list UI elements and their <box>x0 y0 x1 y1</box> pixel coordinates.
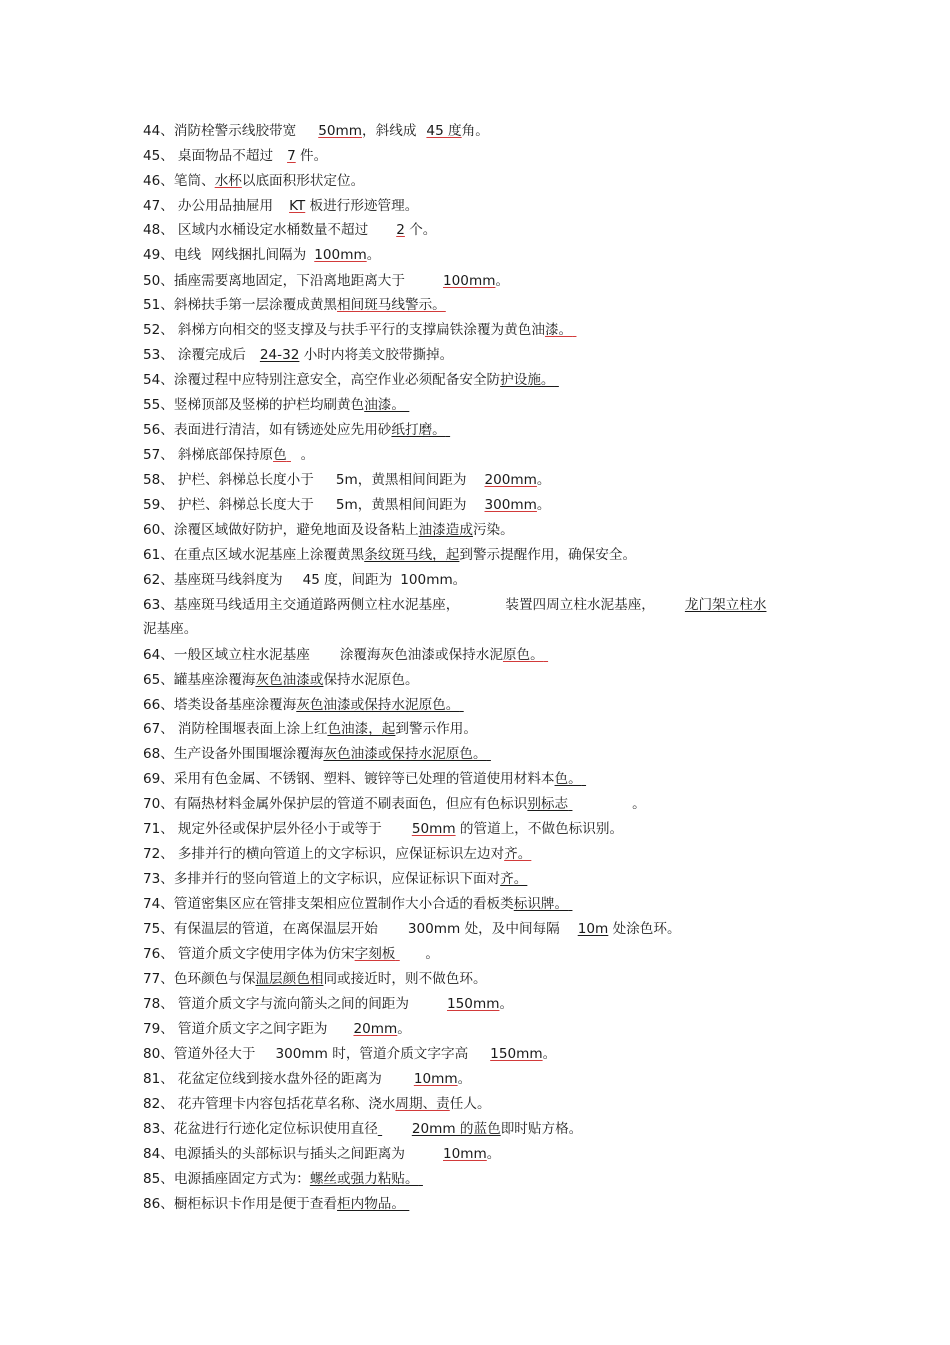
item-80 <box>143 1045 556 1063</box>
item-number: 61、 <box>143 547 174 563</box>
text: 桌面物品不超过 <box>177 148 274 164</box>
item-number: 68、 <box>143 746 174 762</box>
text: 消防栓围堰表面上涂上红 <box>177 721 328 737</box>
item-number: 52、 <box>143 322 174 338</box>
item-70 <box>143 795 646 813</box>
answer: 色油漆，起 <box>327 721 396 737</box>
answer: 相间斑马线警示。 <box>337 297 446 313</box>
item-72 <box>143 845 531 863</box>
answer: 灰色油漆或保持水泥原色。 <box>323 746 487 762</box>
text: 花盆定位线到接水盘外径的距离为 <box>177 1071 382 1087</box>
text: 。 <box>397 1021 411 1037</box>
item-number: 76、 <box>143 946 174 962</box>
answer: 齐。 <box>500 871 528 887</box>
answer: 2 <box>396 222 405 238</box>
text: 管道介质文字与流向箭头之间的间距为 <box>177 996 409 1012</box>
item-number: 83、 <box>143 1121 174 1137</box>
item-number: 50、 <box>143 273 174 289</box>
item-45 <box>143 147 327 165</box>
item-73 <box>143 870 527 888</box>
answer: 200mm <box>484 472 537 488</box>
answer: 护设施。 <box>500 372 555 388</box>
item-84 <box>143 1145 500 1163</box>
text: 件。 <box>295 148 328 164</box>
text: 消防栓警示线胶带宽 <box>173 123 297 139</box>
item-51 <box>143 296 446 314</box>
text: 。 <box>542 1046 557 1062</box>
item-65 <box>143 671 419 689</box>
text: 同或接近时，则不做色环。 <box>323 971 487 987</box>
text: 。 <box>457 1071 472 1087</box>
answer: 螺丝或强力粘贴。 <box>309 1171 419 1187</box>
text: 涂覆过程中应特别注意安全，高空作业必须配备安全防 <box>173 372 501 388</box>
answer: 灰色油漆或 <box>255 672 324 688</box>
item-number: 55、 <box>143 397 174 413</box>
item-64 <box>143 646 562 664</box>
item-67 <box>143 720 477 738</box>
item-number: 77、 <box>143 971 174 987</box>
text: 任人。 <box>449 1096 491 1112</box>
text: 以底面积形状定位。 <box>241 173 365 189</box>
text: 区域内水桶设定水桶数量不超过 <box>177 222 369 238</box>
item-62 <box>143 571 466 589</box>
answer: 原色。 <box>502 647 544 663</box>
text: 竖梯顶部及竖梯的护栏均刷黄色 <box>173 397 365 413</box>
answer: 龙门架立柱水 <box>684 597 767 613</box>
item-68 <box>143 745 519 763</box>
answer: 温层颜色相 <box>255 971 324 987</box>
answer: 45 度 <box>426 123 462 139</box>
text: 。 <box>300 447 315 463</box>
item-number: 62、 <box>143 572 174 588</box>
text: 采用有色金属、不锈钢、塑料、镀锌等已处理的管道使用材料本 <box>173 771 555 787</box>
answer: 灰色油漆或保持水泥原色。 <box>296 697 460 713</box>
answer: 纸打磨。 <box>391 422 446 438</box>
text: 花卉管理卡内容包括花草名称、浇水 <box>177 1096 396 1112</box>
item-63-continuation <box>143 620 197 638</box>
text: 护栏、斜梯总长度大于 <box>177 497 314 513</box>
text: 一般区域立柱水泥基座 <box>173 647 310 663</box>
text: 管道密集区应在管排支架相应位置制作大小合适的看板类 <box>173 896 514 912</box>
text: 100mm。 <box>400 572 467 588</box>
text: 处涂色环。 <box>608 921 681 937</box>
text: 电源插座固定方式为： <box>173 1171 310 1187</box>
item-57 <box>143 446 314 464</box>
item-75 <box>143 920 681 938</box>
item-number: 84、 <box>143 1146 174 1162</box>
text: 。 <box>499 996 514 1012</box>
item-number: 58、 <box>143 472 174 488</box>
text: 插座需要离地固定，下沿离地距离大于 <box>173 273 405 289</box>
text: 。 <box>536 497 551 513</box>
text: 色环颜色与保 <box>173 971 256 987</box>
text: 5m，黄黑相间间距为 <box>335 497 467 513</box>
text: 板进行形迹管理。 <box>305 198 419 214</box>
text: 在重点区域水泥基座上涂覆黄黑 <box>173 547 365 563</box>
item-47 <box>143 197 418 215</box>
answer: 10m <box>577 921 609 937</box>
item-50 <box>143 272 509 290</box>
text: 办公用品抽屉用 <box>177 198 274 214</box>
text: 到警示提醒作用，确保安全。 <box>459 547 637 563</box>
answer: 7 <box>287 148 296 164</box>
text: 。 <box>486 1146 501 1162</box>
text: 管道介质文字使用字体为仿宋 <box>177 946 355 962</box>
item-44 <box>143 122 489 140</box>
item-56 <box>143 421 478 439</box>
text: 涂覆海灰色油漆或保持水泥 <box>339 647 503 663</box>
item-81 <box>143 1070 471 1088</box>
item-number: 57、 <box>143 447 174 463</box>
item-76 <box>143 945 439 963</box>
item-53 <box>143 346 453 364</box>
text: 笔筒、 <box>173 173 215 189</box>
answer: 别标志 <box>527 796 569 812</box>
item-number: 49、 <box>143 247 174 263</box>
item-number: 72、 <box>143 846 174 862</box>
text: 罐基座涂覆海 <box>173 672 256 688</box>
text: 斜梯方向相交的竖支撑及与扶手平行的支撑扁铁涂覆为黄色油 <box>177 322 545 338</box>
text: 多排并行的横向管道上的文字标识，应保证标识左边对 <box>177 846 505 862</box>
item-number: 54、 <box>143 372 174 388</box>
answer: 柜内物品。 <box>337 1196 405 1212</box>
item-82 <box>143 1095 491 1113</box>
item-number: 86、 <box>143 1196 174 1212</box>
text: 基座斑马线适用主交通道路两侧立柱水泥基座， <box>173 597 460 613</box>
item-49 <box>143 246 380 264</box>
text: 小时内将美文胶带撕掉。 <box>299 347 454 363</box>
answer: 油漆造成 <box>418 522 473 538</box>
answer: 20mm 的蓝色 <box>411 1121 501 1137</box>
text: 。 <box>366 247 381 263</box>
item-60 <box>143 521 514 539</box>
answer: 标识牌。 <box>513 896 569 912</box>
item-number: 81、 <box>143 1071 174 1087</box>
item-number: 63、 <box>143 597 174 613</box>
answer: 10mm <box>443 1146 487 1162</box>
text: 到警示作用。 <box>395 721 477 737</box>
item-79 <box>143 1020 411 1038</box>
answer: 24-32 <box>259 347 300 363</box>
item-number: 70、 <box>143 796 174 812</box>
text: 基座斑马线斜度为 <box>173 572 283 588</box>
text: 角。 <box>461 123 489 139</box>
item-number: 44、 <box>143 123 174 139</box>
item-number: 64、 <box>143 647 174 663</box>
answer: 150mm <box>490 1046 543 1062</box>
answer: 300mm <box>484 497 537 513</box>
item-number: 79、 <box>143 1021 174 1037</box>
item-number: 75、 <box>143 921 174 937</box>
text: 斜梯扶手第一层涂覆成黄黑 <box>173 297 338 313</box>
item-number: 47、 <box>143 198 174 214</box>
text: 涂覆完成后 <box>177 347 246 363</box>
answer: KT <box>289 198 306 214</box>
item-number: 46、 <box>143 173 174 189</box>
item-number: 59、 <box>143 497 174 513</box>
item-61 <box>143 546 636 564</box>
item-83 <box>143 1120 582 1138</box>
text: 。 <box>632 796 646 812</box>
item-number: 45、 <box>143 148 174 164</box>
text: 个。 <box>404 222 437 238</box>
item-number: 82、 <box>143 1096 174 1112</box>
item-number: 67、 <box>143 721 174 737</box>
item-55 <box>143 396 423 414</box>
text: 45 度，间距为 <box>302 572 393 588</box>
answer: 150mm <box>447 996 500 1012</box>
text: 斜梯底部保持原 <box>177 447 274 463</box>
item-86 <box>143 1195 419 1213</box>
answer: 50mm <box>318 123 363 139</box>
text: ，斜线成 <box>362 123 417 139</box>
answer: 条纹斑马线，起 <box>364 547 460 563</box>
item-number: 66、 <box>143 697 174 713</box>
item-number: 51、 <box>143 297 174 313</box>
item-number: 56、 <box>143 422 174 438</box>
item-number: 74、 <box>143 896 174 912</box>
text: 护栏、斜梯总长度小于 <box>177 472 314 488</box>
text: 涂覆区域做好防护，避免地面及设备粘上 <box>173 522 419 538</box>
text: 。 <box>425 946 439 962</box>
text: 管道介质文字之间字距为 <box>177 1021 328 1037</box>
answer: 周期、责 <box>395 1096 450 1112</box>
answer: 字刻板 <box>354 946 396 962</box>
text: 塔类设备基座涂覆海 <box>173 697 297 713</box>
text: 。 <box>495 273 510 289</box>
item-63 <box>143 596 766 614</box>
answer: 油漆。 <box>364 397 405 413</box>
item-number: 65、 <box>143 672 174 688</box>
item-85 <box>143 1170 437 1188</box>
text: 泥基座。 <box>143 621 198 637</box>
item-number: 53、 <box>143 347 174 363</box>
text: 的管道上，不做色标识别。 <box>455 821 624 837</box>
answer: 20mm <box>353 1021 398 1037</box>
text: 网线捆扎间隔为 <box>211 247 307 263</box>
text: 有隔热材料金属外保护层的管道不刷表面色，但应有色标识 <box>173 796 528 812</box>
item-number: 48、 <box>143 222 174 238</box>
item-48 <box>143 221 436 239</box>
answer: 齐。 <box>504 846 532 862</box>
item-77 <box>143 970 487 988</box>
item-46 <box>143 172 364 190</box>
answer: 水杯 <box>214 173 242 189</box>
text: 有保温层的管道，在离保温层开始 <box>173 921 378 937</box>
text: 花盆进行行迹化定位标识使用直径 <box>173 1121 378 1137</box>
text: 电源插头的头部标识与插头之间距离为 <box>173 1146 405 1162</box>
text: 电线 <box>173 247 202 263</box>
answer: 50mm <box>411 821 456 837</box>
text: 管道外径大于 <box>173 1046 256 1062</box>
answer: 100mm <box>314 247 367 263</box>
item-number: 69、 <box>143 771 174 787</box>
item-59 <box>143 496 551 514</box>
item-69 <box>143 770 626 788</box>
item-71 <box>143 820 623 838</box>
text: 生产设备外围围堰涂覆海 <box>173 746 324 762</box>
item-number: 71、 <box>143 821 174 837</box>
item-52 <box>143 321 612 339</box>
answer: 色。 <box>554 771 582 787</box>
answer: 漆。 <box>544 322 573 338</box>
text: 即时贴方格。 <box>500 1121 583 1137</box>
text: 表面进行清洁，如有锈迹处应先用砂 <box>173 422 392 438</box>
text: 保持水泥原色。 <box>323 672 419 688</box>
item-number: 60、 <box>143 522 174 538</box>
text: 300mm 时，管道介质文字字高 <box>275 1046 469 1062</box>
text: 多排并行的竖向管道上的文字标识，应保证标识下面对 <box>173 871 501 887</box>
text: 装置四周立柱水泥基座， <box>505 597 655 613</box>
item-number: 78、 <box>143 996 174 1012</box>
text: 污染。 <box>472 522 514 538</box>
text: 规定外径或保护层外径小于或等于 <box>177 821 382 837</box>
item-number: 73、 <box>143 871 174 887</box>
item-54 <box>143 371 595 389</box>
text: 橱柜标识卡作用是便于查看 <box>173 1196 338 1212</box>
text: 300mm 处，及中间每隔 <box>407 921 560 937</box>
answer: 100mm <box>443 273 496 289</box>
item-number: 80、 <box>143 1046 174 1062</box>
answer: 10mm <box>413 1071 458 1087</box>
text: 。 <box>536 472 551 488</box>
item-66 <box>143 696 489 714</box>
item-78 <box>143 995 513 1013</box>
item-74 <box>143 895 612 913</box>
item-number: 85、 <box>143 1171 174 1187</box>
answer: 色 <box>273 447 287 463</box>
item-58 <box>143 471 551 489</box>
text: 5m，黄黑相间间距为 <box>335 472 467 488</box>
